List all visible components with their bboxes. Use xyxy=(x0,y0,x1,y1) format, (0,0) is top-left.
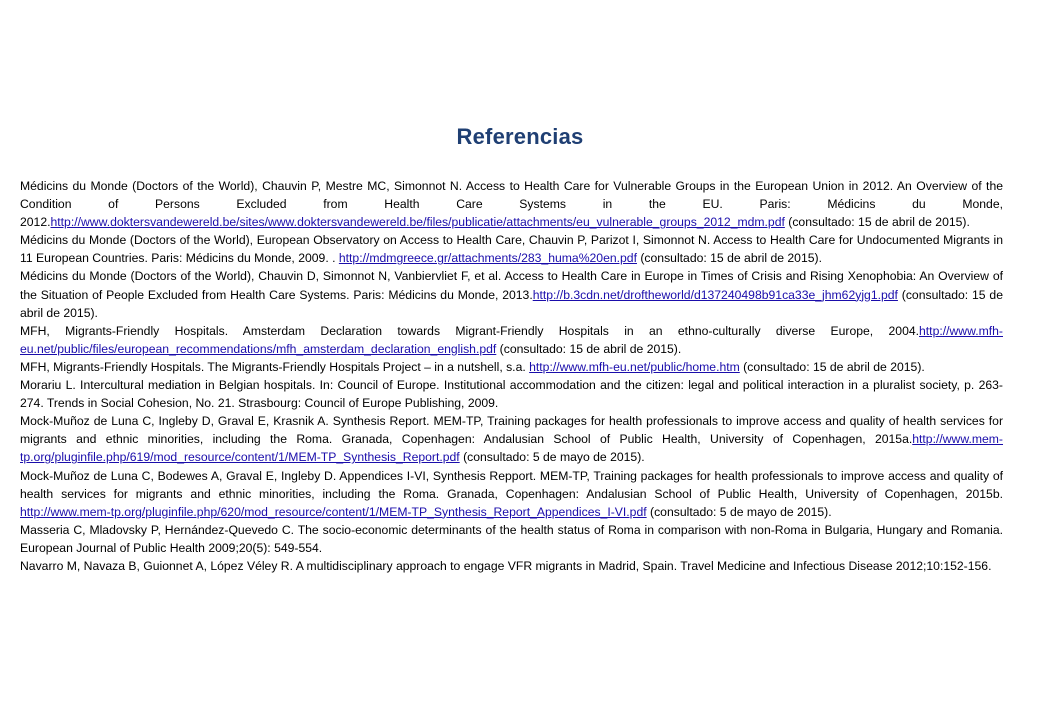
reference-link[interactable]: http://b.3cdn.net/droftheworld/d137240498b91ca33e_jhm62yjg1.pdf xyxy=(532,287,898,302)
reference-link[interactable]: http://www.mem-tp.org/pluginfile.php/619/mod_resource/content/1/MEM-TP_Synthesis_Report.pdf xyxy=(20,432,1003,465)
reference-text: Médicins du Monde (Doctors of the World), Chauvin D, Simonnot N, Vanbiervliet F, et al. Access to Health Care in Europe in Times of Crisis and Rising Xenophobia: An Overview of the Situation of People Excluded from Health Care Systems. Paris: Médicins du Monde, 2013. xyxy=(20,269,1003,302)
reference-link[interactable]: http://mdmgreece.gr/attachments/283_huma%20en.pdf xyxy=(338,251,637,266)
reference-link[interactable]: http://www.mem-tp.org/pluginfile.php/620/mod_resource/content/1/MEM-TP_Synthesis_Report_Appendices_I-VI.pdf xyxy=(20,504,647,519)
reference-text: Médicins du Monde (Doctors of the World), Chauvin P, Mestre MC, Simonnot N. Access to Health Care for Vulnerable Groups in the European Union in 2012. An Overview of the Condition of Persons Excluded from Health Care Systems in the EU. Paris: Médicins du Monde, 2012. xyxy=(20,179,1003,230)
reference-item xyxy=(20,267,1003,321)
page-title: Referencias xyxy=(456,124,584,149)
reference-text: Médicins du Monde (Doctors of the World), European Observatory on Access to Health Care, Chauvin P, Parizot I, Simonnot N. Access to Health Care for Undocumented Migrants in 11 European Countries. Paris: Médicins du Monde, 2009. . xyxy=(20,233,1003,266)
reference-text: Navarro M, Navaza B, Guionnet A, López Véley R. A multidisciplinary approach to engage VFR migrants in Madrid, Spain. Travel Medicine and Infectious Disease 2012;10:152-156. xyxy=(20,558,992,573)
reference-note: (consultado: 5 de mayo de 2015). xyxy=(646,504,832,519)
reference-item xyxy=(20,412,1003,466)
reference-list xyxy=(20,177,1003,575)
reference-link[interactable]: http://www.doktersvandewereld.be/sites/www.doktersvandewereld.be/files/publicatie/attachments/eu_vulnerable_groups_2012_mdm.pdf xyxy=(50,215,785,230)
reference-link[interactable]: http://www.mfh-eu.net/public/home.htm xyxy=(529,359,740,374)
reference-text: Mock-Muñoz de Luna C, Ingleby D, Graval E, Krasnik A. Synthesis Report. MEM-TP, Training packages for health professionals to improve access and quality of health services for migrants and ethnic minorities, including the Roma. Granada, Copenhagen: Andalusian School of Public Health, University of Copenhagen, 2015a. xyxy=(20,414,1003,447)
reference-item xyxy=(20,376,1003,412)
reference-item xyxy=(20,521,1003,557)
reference-text: Mock-Muñoz de Luna C, Bodewes A, Graval E, Ingleby D. Appendices I-VI, Synthesis Repport. MEM-TP, Training packages for health professionals to improve access and quality of health services for migrants and ethnic minorities, including the Roma. Granada, Copenhagen: Andalusian School of Public Health, University of Copenhagen, 2015b. xyxy=(20,468,1003,501)
reference-item xyxy=(20,358,1003,376)
reference-item xyxy=(20,467,1003,521)
reference-item xyxy=(20,557,1003,575)
reference-text: MFH, Migrants-Friendly Hospitals. The Migrants-Friendly Hospitals Project – in a nutshell, s.a. xyxy=(20,359,530,374)
reference-text: Morariu L. Intercultural mediation in Belgian hospitals. In: Council of Europe. Institutional accommodation and the citizen: legal and political interaction in a pluralist society, p. 263-274. Trends in Social Cohesion, No. 21. Strasbourg: Council of Europe Publishing, 2009. xyxy=(20,378,1003,411)
reference-item xyxy=(20,231,1003,267)
reference-note: (consultado: 15 de abril de 2015). xyxy=(739,359,925,374)
reference-item xyxy=(20,322,1003,358)
reference-text: Masseria C, Mladovsky P, Hernández-Quevedo C. The socio-economic determinants of the health status of Roma in comparison with non-Roma in Bulgaria, Hungary and Romania. European Journal of Public Health 2009;20(5): 549-554. xyxy=(20,522,1003,555)
reference-note: (consultado: 5 de mayo de 2015). xyxy=(459,450,645,465)
reference-text: MFH, Migrants-Friendly Hospitals. Amsterdam Declaration towards Migrant-Friendly Hospitals in an ethno-culturally diverse Europe, 2004. xyxy=(20,323,920,338)
reference-note: (consultado: 15 de abril de 2015). xyxy=(784,215,970,230)
reference-link[interactable]: http://www.mfh-eu.net/public/files/european_recommendations/mfh_amsterdam_declaration_english.pdf xyxy=(20,323,1003,356)
reference-note: (consultado: 15 de abril de 2015). xyxy=(636,251,822,266)
reference-note: (consultado: 15 de abril de 2015). xyxy=(20,287,1003,320)
reference-item xyxy=(20,177,1003,231)
reference-note: (consultado: 15 de abril de 2015). xyxy=(496,341,682,356)
